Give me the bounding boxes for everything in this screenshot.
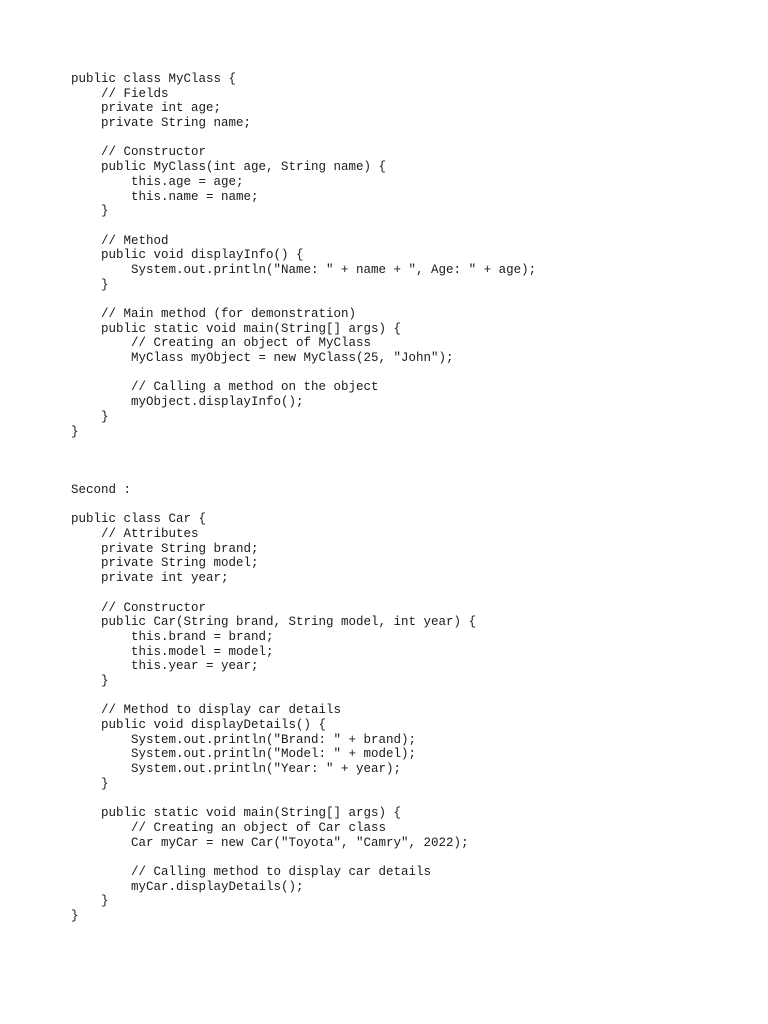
code-line: public class Car { bbox=[71, 512, 207, 527]
code-line: myObject.displayInfo(); bbox=[71, 395, 304, 410]
code-line: private String name; bbox=[71, 116, 252, 131]
code-line: public Car(String brand, String model, int year) { bbox=[71, 615, 477, 630]
code-line bbox=[71, 498, 476, 513]
code-line: } bbox=[71, 776, 109, 791]
code-line: // Creating an object of Car class bbox=[71, 820, 387, 835]
code-line: // Constructor bbox=[71, 600, 207, 615]
code-line bbox=[71, 586, 476, 601]
code-line: // Method to display car details bbox=[71, 703, 342, 718]
code-line bbox=[71, 292, 536, 307]
code-line: public static void main(String[] args) { bbox=[71, 321, 402, 336]
code-line: // Fields bbox=[71, 86, 169, 101]
code-line: } bbox=[71, 277, 109, 292]
code-line: public class MyClass { bbox=[71, 72, 237, 86]
code-line: // Main method (for demonstration) bbox=[71, 307, 357, 321]
code-line: private String model; bbox=[71, 556, 259, 571]
code-line: public static void main(String[] args) { bbox=[71, 806, 402, 821]
code-line: // Attributes bbox=[71, 527, 199, 542]
code-line: Car myCar = new Car("Toyota", "Camry", 2022); bbox=[71, 835, 469, 850]
code-line: // Calling method to display car details bbox=[71, 864, 432, 879]
code-line: // Method bbox=[71, 233, 169, 248]
code-line bbox=[71, 219, 536, 234]
code-block-myclass bbox=[71, 72, 536, 439]
code-line: System.out.println("Model: " + model); bbox=[71, 747, 417, 762]
code-line: private int age; bbox=[71, 101, 222, 116]
code-line bbox=[71, 366, 536, 381]
code-line: myCar.displayDetails(); bbox=[71, 879, 304, 894]
code-line bbox=[71, 131, 536, 146]
code-line: public void displayInfo() { bbox=[71, 248, 304, 263]
code-line: } bbox=[71, 424, 79, 439]
code-line: Second : bbox=[71, 483, 132, 497]
code-line: // Constructor bbox=[71, 145, 207, 160]
code-line bbox=[71, 689, 476, 704]
code-line bbox=[71, 791, 476, 806]
code-line: } bbox=[71, 894, 109, 909]
code-line: System.out.println("Brand: " + brand); bbox=[71, 732, 417, 747]
code-line bbox=[71, 850, 476, 865]
code-line: // Creating an object of MyClass bbox=[71, 336, 372, 351]
code-line: public MyClass(int age, String name) { bbox=[71, 160, 387, 175]
code-line: this.age = age; bbox=[71, 174, 244, 189]
code-block-car bbox=[71, 483, 476, 924]
code-line: private int year; bbox=[71, 571, 229, 586]
code-line: this.brand = brand; bbox=[71, 629, 274, 644]
code-line: } bbox=[71, 908, 79, 923]
code-line: } bbox=[71, 204, 109, 219]
code-line: public void displayDetails() { bbox=[71, 718, 327, 732]
code-line: this.year = year; bbox=[71, 659, 259, 674]
code-line: } bbox=[71, 673, 109, 688]
code-line: this.model = model; bbox=[71, 644, 274, 659]
code-line: MyClass myObject = new MyClass(25, "John"); bbox=[71, 351, 454, 366]
code-line: System.out.println("Year: " + year); bbox=[71, 762, 402, 777]
code-line: this.name = name; bbox=[71, 189, 259, 204]
code-line: } bbox=[71, 409, 109, 424]
code-line: System.out.println("Name: " + name + ", Age: " + age); bbox=[71, 262, 537, 277]
code-line: // Calling a method on the object bbox=[71, 380, 379, 395]
code-line: private String brand; bbox=[71, 541, 259, 556]
